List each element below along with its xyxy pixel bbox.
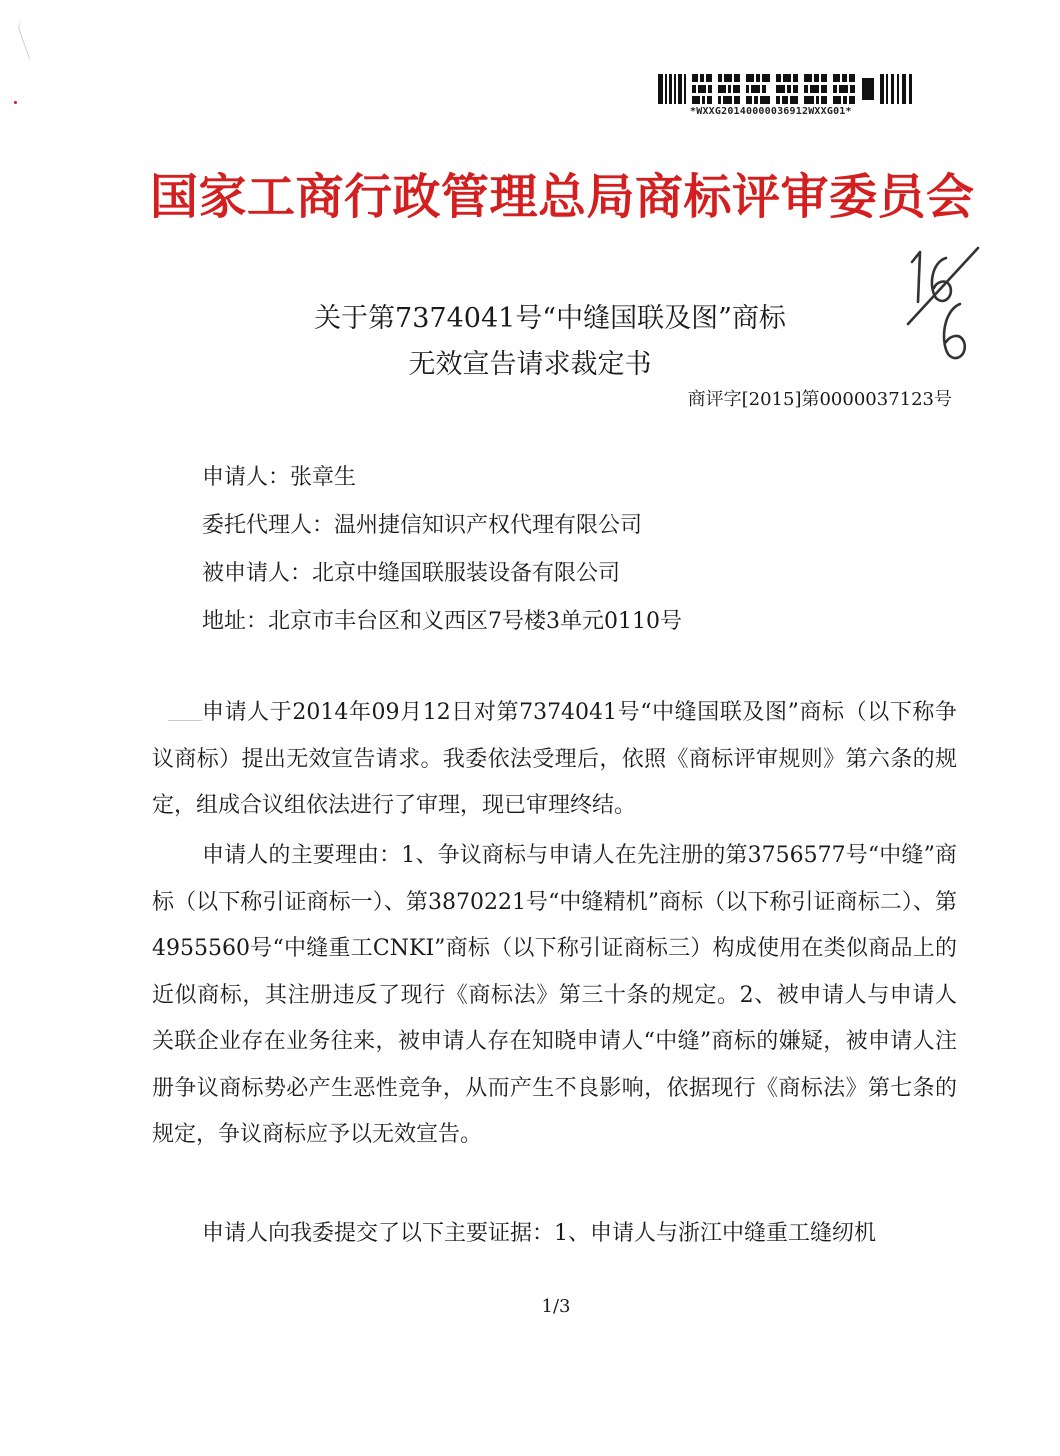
body-paragraph-3 [152,1211,957,1258]
document-number: 商评字[2015]第0000037123号 [687,389,952,410]
party-value: 北京市丰台区和义西区7号楼3单元0110号 [268,609,682,634]
paragraph-text: 申请人于2014年09月12日对第7374041号“中缝国联及图”商标（以下称争议商标）提出无效宣告请求。我委依法受理后，依照《商标评审规则》第六条的规定，组成合议组依法进行了审理，现已审理终结。 [152,700,957,818]
scan-corner-mark [16,17,44,60]
party-applicant [202,460,356,491]
document-title-line1: 关于第7374041号“中缝国联及图”商标 [314,303,786,334]
party-label: 地址： [202,609,269,634]
document-title-line2: 无效宣告请求裁定书 [408,349,652,380]
issuing-organization-title: 国家工商行政管理总局商标评审委员会 [150,169,975,225]
body-paragraph-2 [152,833,957,1159]
barcode-text: *WXXG20140000036912WXXG01* [690,106,852,117]
paragraph-text: 申请人的主要理由：1、争议商标与申请人在先注册的第3756577号“中缝”商标（以下称引证商标一）、第3870221号“中缝精机”商标（以下称引证商标二）、第4955560号“中缝重工CNKI”商标（以下称引证商标三）构成使用在类似商品上的近似商标，其注册违反了现行《商标法》第三十条的规定。2、被申请人与申请人关联企业存在业务往来，被申请人存在知晓申请人“中缝”商标的嫌疑，被申请人注册争议商标势必产生恶性竞争，从而产生不良影响，依据现行《商标法》第七条的规定，争议商标应予以无效宣告。 [152,843,957,1147]
party-value: 温州捷信知识产权代理有限公司 [334,513,643,538]
body-paragraph-1 [152,690,957,830]
party-label: 委托代理人： [202,513,335,538]
party-label: 申请人： [202,465,291,490]
paragraph-text: 申请人向我委提交了以下主要证据：1、申请人与浙江中缝重工缝纫机 [202,1221,876,1246]
page-number: 1/3 [541,1296,571,1317]
party-value: 北京中缝国联服装设备有限公司 [312,561,621,586]
party-address [202,604,682,635]
scan-red-dot [14,101,17,104]
party-agent [202,508,642,539]
barcode-image [658,74,914,104]
party-label: 被申请人： [202,561,313,586]
party-value: 张章生 [290,465,357,490]
party-respondent [202,556,620,587]
